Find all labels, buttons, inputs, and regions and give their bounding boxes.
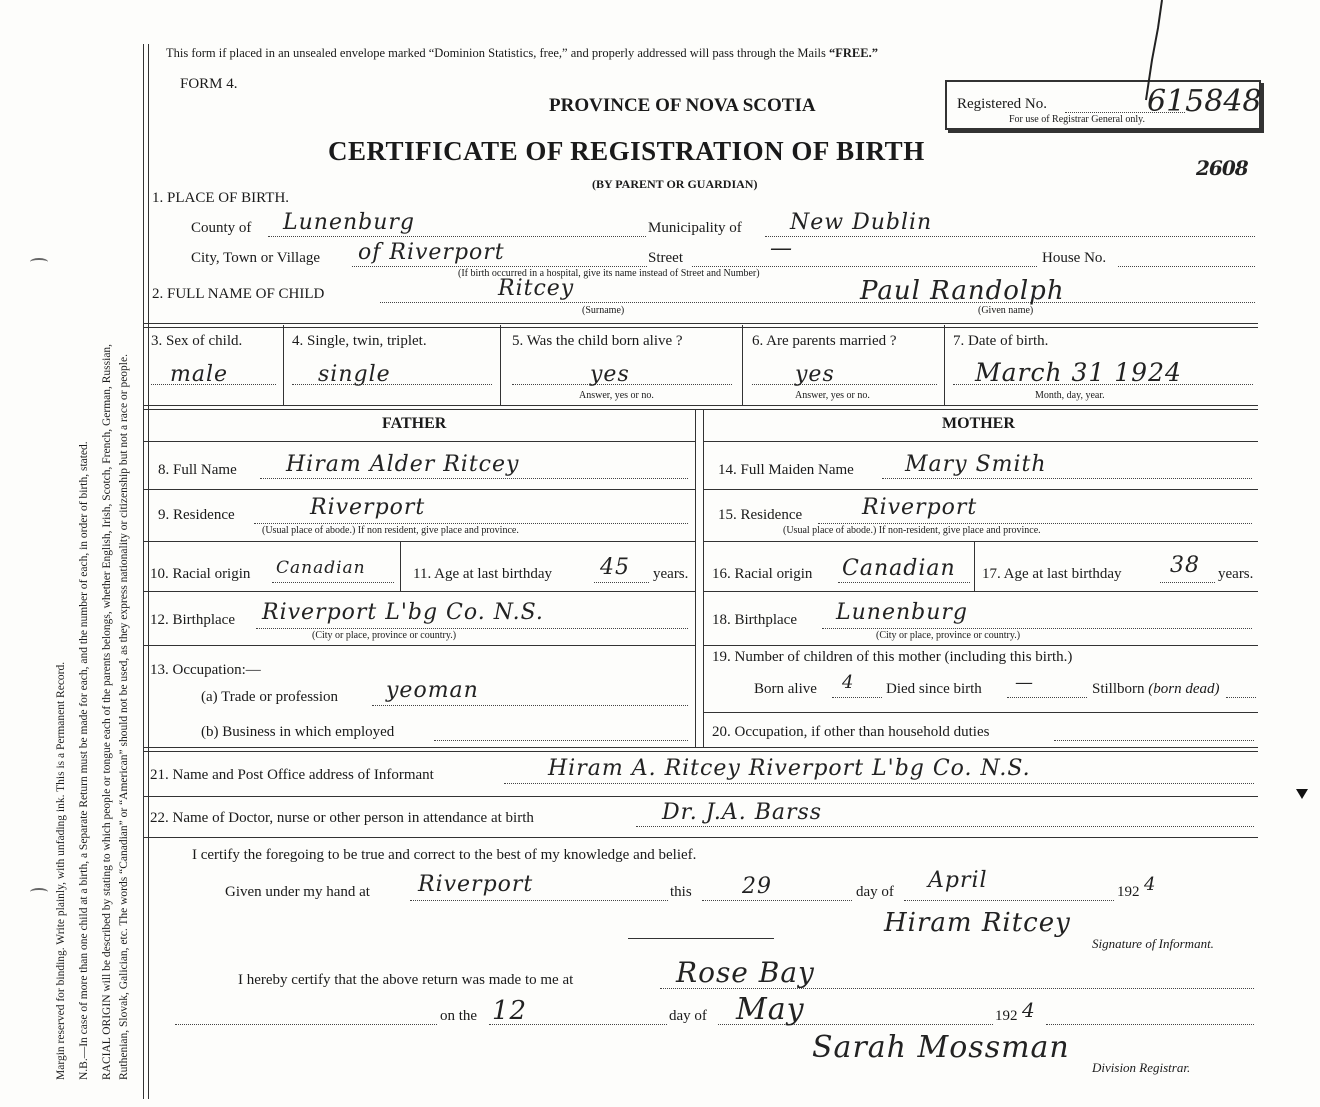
father-trade-value: yeoman: [386, 678, 479, 703]
alive-value: yes: [590, 362, 630, 387]
mother-died-line: [1007, 697, 1087, 698]
father-age-line: [594, 582, 649, 583]
street-line: [692, 266, 1037, 267]
hole-punch-mark-top: [30, 258, 48, 266]
sidebar-line-2: N.B.—In case of more than one child at a birth, a Separate Return must be made for each, and the number of each, in order of birth, stated.: [78, 441, 90, 1080]
rule-v4: [944, 325, 945, 405]
certify-year-prefix: 192: [1117, 884, 1140, 900]
mother-born-alive-label: Born alive: [754, 681, 817, 697]
mother-birthplace-note: (City or place, province or country.): [876, 630, 1021, 641]
father-age-value: 45: [600, 555, 630, 580]
mother-birthplace-line: [822, 628, 1252, 629]
rule-father-10: [143, 591, 695, 592]
informant-value: Hiram A. Ritcey Riverport L'bg Co. N.S.: [548, 756, 1031, 781]
rule-mother-16: [703, 591, 1258, 592]
father-trade-label: (a) Trade or profession: [201, 689, 339, 705]
registrar-signature-label: Division Registrar.: [1092, 1060, 1191, 1075]
municipality-value: New Dublin: [790, 210, 933, 235]
father-racial-line: [272, 582, 394, 583]
street-value: —: [770, 236, 793, 261]
mother-residence-note: (Usual place of abode.) If non-resident, give place and province.: [783, 525, 1041, 536]
pen-stroke: [1128, 0, 1168, 120]
mother-age-label: 17. Age at last birthday: [982, 566, 1122, 582]
place-heading: 1. PLACE OF BIRTH.: [152, 190, 290, 206]
father-business-label: (b) Business in which employed: [201, 724, 395, 740]
rule-row3-bottom-inner: [143, 409, 1258, 410]
father-name-label: 8. Full Name: [158, 462, 237, 478]
hole-punch-mark-bottom: [30, 888, 48, 896]
married-label: 6. Are parents married ?: [752, 333, 897, 349]
left-border: [143, 44, 144, 1099]
rule-informant: [143, 796, 1258, 797]
certify-month-value: April: [928, 868, 988, 893]
rule-row3-top-inner: [143, 327, 1258, 328]
certificate-subtitle: (BY PARENT OR GUARDIAN): [592, 177, 758, 191]
municipality-label: Municipality of: [648, 220, 742, 236]
father-racial-label: 10. Racial origin: [150, 566, 251, 582]
father-birthplace-value: Riverport L'bg Co. N.S.: [262, 600, 544, 625]
mother-born-alive-value: 4: [842, 672, 855, 693]
city-label: City, Town or Village: [191, 250, 321, 266]
informant-label: 21. Name and Post Office address of Informant: [150, 767, 434, 783]
rule-father-head: [143, 441, 695, 442]
dob-value: March 31 1924: [975, 358, 1182, 387]
father-age-label: 11. Age at last birthday: [413, 566, 552, 582]
corner-mark: 2608: [1196, 156, 1248, 180]
rule-parents-bottom: [143, 747, 1258, 748]
mother-born-alive-line: [832, 697, 882, 698]
county-value: Lunenburg: [283, 210, 415, 235]
rule-mother-19: [703, 712, 1258, 713]
arrow-marker-icon: [1294, 786, 1310, 802]
certificate-title: CERTIFICATE OF REGISTRATION OF BIRTH: [328, 136, 925, 166]
rule-father-9: [143, 541, 695, 542]
stillborn-label-text: Stillborn: [1092, 681, 1145, 697]
municipality-line: [765, 236, 1255, 237]
certify-year-suffix: 4: [1144, 874, 1157, 895]
mother-died-value: —: [1015, 672, 1034, 693]
certify-day-value: 29: [742, 874, 772, 899]
mother-age-line: [1160, 582, 1215, 583]
child-surname-value: Ritcey: [498, 276, 575, 301]
sex-label: 3. Sex of child.: [151, 333, 243, 349]
mother-occupation-line: [1054, 740, 1254, 741]
sidebar-line-3: RACIAL ORIGIN will be described by stating to which people or tongue each of the parents belongs, whether English, Irish, Scotch, French, German, Russian,: [101, 343, 113, 1080]
stillborn-note: (born dead): [1148, 681, 1220, 697]
registrar-lead-line: [175, 1024, 437, 1025]
mail-notice: [166, 46, 878, 61]
alive-note: Answer, yes or no.: [579, 390, 654, 401]
mother-name-line: [882, 478, 1252, 479]
single-label: 4. Single, twin, triplet.: [292, 333, 427, 349]
mother-racial-value: Canadian: [842, 556, 956, 581]
doctor-value: Dr. J.A. Barss: [662, 800, 823, 825]
mother-residence-label: 15. Residence: [718, 507, 803, 523]
city-line: [352, 266, 647, 267]
separator-rule: [628, 938, 774, 939]
father-occupation-label: 13. Occupation:—: [150, 662, 261, 678]
certify-statement: I certify the foregoing to be true and correct to the best of my knowledge and belief.: [192, 847, 697, 863]
father-birthplace-line: [256, 628, 688, 629]
certify-place-value: Riverport: [418, 872, 534, 897]
mother-racial-line: [838, 582, 970, 583]
mother-stillborn-label: [1092, 681, 1220, 698]
mother-birthplace-value: Lunenburg: [836, 600, 968, 625]
child-given-value: Paul Randolph: [860, 276, 1065, 306]
father-residence-note: (Usual place of abode.) If non resident, give place and province.: [262, 525, 519, 536]
doctor-line: [636, 826, 1254, 827]
father-trade-line: [372, 705, 688, 706]
rule-v1: [283, 325, 284, 405]
informant-signature: Hiram Ritcey: [884, 908, 1071, 938]
registered-number-label: Registered No.: [957, 96, 1047, 112]
certify-day-of-label: day of: [856, 884, 894, 900]
child-name-label: 2. FULL NAME OF CHILD: [152, 286, 325, 302]
informant-signature-label: Signature of Informant.: [1092, 936, 1214, 951]
rule-doctor: [143, 837, 1258, 838]
city-value: of Riverport: [358, 240, 505, 265]
registrar-month-value: May: [736, 992, 805, 1027]
left-border-inner: [148, 44, 149, 1099]
father-age-unit: years.: [653, 566, 689, 582]
registrar-statement: I hereby certify that the above return was made to me at: [238, 972, 574, 988]
registered-number-value: 615848: [1147, 84, 1262, 119]
rule-v3: [742, 325, 743, 405]
father-name-line: [260, 478, 688, 479]
informant-line: [504, 783, 1254, 784]
rule-mother-head: [703, 441, 1258, 442]
child-given-note: (Given name): [978, 305, 1034, 316]
father-birthplace-note: (City or place, province or country.): [312, 630, 457, 641]
registrar-on-the-label: on the: [440, 1008, 478, 1024]
single-value: single: [318, 362, 391, 387]
registrar-year-line: [1046, 1024, 1254, 1025]
mother-name-label: 14. Full Maiden Name: [718, 462, 854, 478]
mail-notice-free: “FREE.”: [829, 46, 878, 60]
registrar-signature: Sarah Mossman: [812, 1030, 1070, 1065]
registrar-year-suffix: 4: [1022, 998, 1036, 1022]
married-line: [752, 384, 937, 385]
registered-number-box: [945, 80, 1261, 130]
mother-birthplace-label: 18. Birthplace: [712, 612, 797, 628]
rule-row3-top: [143, 323, 1258, 324]
house-number-line: [1118, 266, 1255, 267]
mother-residence-line: [818, 523, 1252, 524]
father-residence-line: [254, 523, 688, 524]
rule-father-8: [143, 489, 695, 490]
registrar-day-of-label: day of: [669, 1008, 707, 1024]
certify-this-label: this: [670, 884, 692, 900]
married-note: Answer, yes or no.: [795, 390, 870, 401]
mother-occupation-label: 20. Occupation, if other than household duties: [712, 724, 990, 740]
county-line: [268, 236, 646, 237]
mother-age-unit: years.: [1218, 566, 1254, 582]
dob-label: 7. Date of birth.: [953, 333, 1049, 349]
father-name-value: Hiram Alder Ritcey: [286, 452, 520, 477]
registrar-place-value: Rose Bay: [676, 956, 815, 989]
rule-row3-bottom: [143, 405, 1258, 406]
rule-father-12: [143, 645, 695, 646]
father-racial-value: Canadian: [276, 558, 366, 578]
certify-given-label: Given under my hand at: [225, 884, 370, 900]
certify-month-line: [904, 900, 1114, 901]
father-birthplace-label: 12. Birthplace: [150, 612, 235, 628]
sex-value: male: [170, 362, 229, 387]
rule-mother-16-divider: [974, 541, 975, 591]
rule-center-left: [695, 409, 696, 747]
dob-note: Month, day, year.: [1035, 390, 1105, 401]
father-residence-label: 9. Residence: [158, 507, 235, 523]
hospital-note: (If birth occurred in a hospital, give its name instead of Street and Number): [458, 268, 760, 279]
child-surname-note: (Surname): [582, 305, 625, 316]
mail-notice-text: This form if placed in an unsealed envelope marked “Dominion Statistics, free,” and properly addressed will pass through the Mails: [166, 46, 826, 60]
form-number: FORM 4.: [180, 76, 238, 92]
sidebar-line-4: Ruthenian, Slovak, Galician, etc. The words “Canadian” or “American” should not be used, as they express nationality or citizenship but not a race or people.: [118, 354, 130, 1080]
mother-racial-label: 16. Racial origin: [712, 566, 813, 582]
rule-center-right: [703, 409, 704, 747]
rule-mother-14: [703, 489, 1258, 490]
doctor-label: 22. Name of Doctor, nurse or other person in attendance at birth: [150, 810, 534, 826]
alive-label: 5. Was the child born alive ?: [512, 333, 683, 349]
registrar-year-prefix: 192: [995, 1008, 1018, 1024]
mother-heading: MOTHER: [942, 415, 1015, 432]
child-name-line: [380, 302, 1255, 303]
mother-children-label: 19. Number of children of this mother (including this birth.): [712, 649, 1073, 665]
mother-name-value: Mary Smith: [905, 452, 1047, 477]
sidebar-line-1: Margin reserved for binding. Write plainly, with unfading ink. This is a Permanent Record.: [55, 661, 67, 1080]
married-value: yes: [795, 362, 835, 387]
street-label: Street: [648, 250, 683, 266]
father-heading: FATHER: [382, 415, 447, 432]
rule-parents-bottom-inner: [143, 751, 1258, 752]
mother-died-label: Died since birth: [886, 681, 982, 697]
rule-father-10-divider: [400, 541, 401, 591]
certify-day-line: [702, 900, 852, 901]
rule-mother-18: [703, 645, 1258, 646]
county-label: County of: [191, 220, 252, 236]
father-business-line: [434, 740, 688, 741]
mother-residence-value: Riverport: [862, 495, 978, 520]
registrar-day-value: 12: [492, 996, 528, 1026]
father-residence-value: Riverport: [310, 495, 426, 520]
mother-age-value: 38: [1170, 553, 1200, 578]
rule-v2: [500, 325, 501, 405]
house-number-label: House No.: [1042, 250, 1107, 266]
rule-mother-15: [703, 541, 1258, 542]
registered-number-note: For use of Registrar General only.: [1009, 114, 1145, 125]
province-title: PROVINCE OF NOVA SCOTIA: [549, 95, 816, 116]
certify-place-line: [410, 900, 668, 901]
mother-stillborn-line: [1226, 697, 1256, 698]
